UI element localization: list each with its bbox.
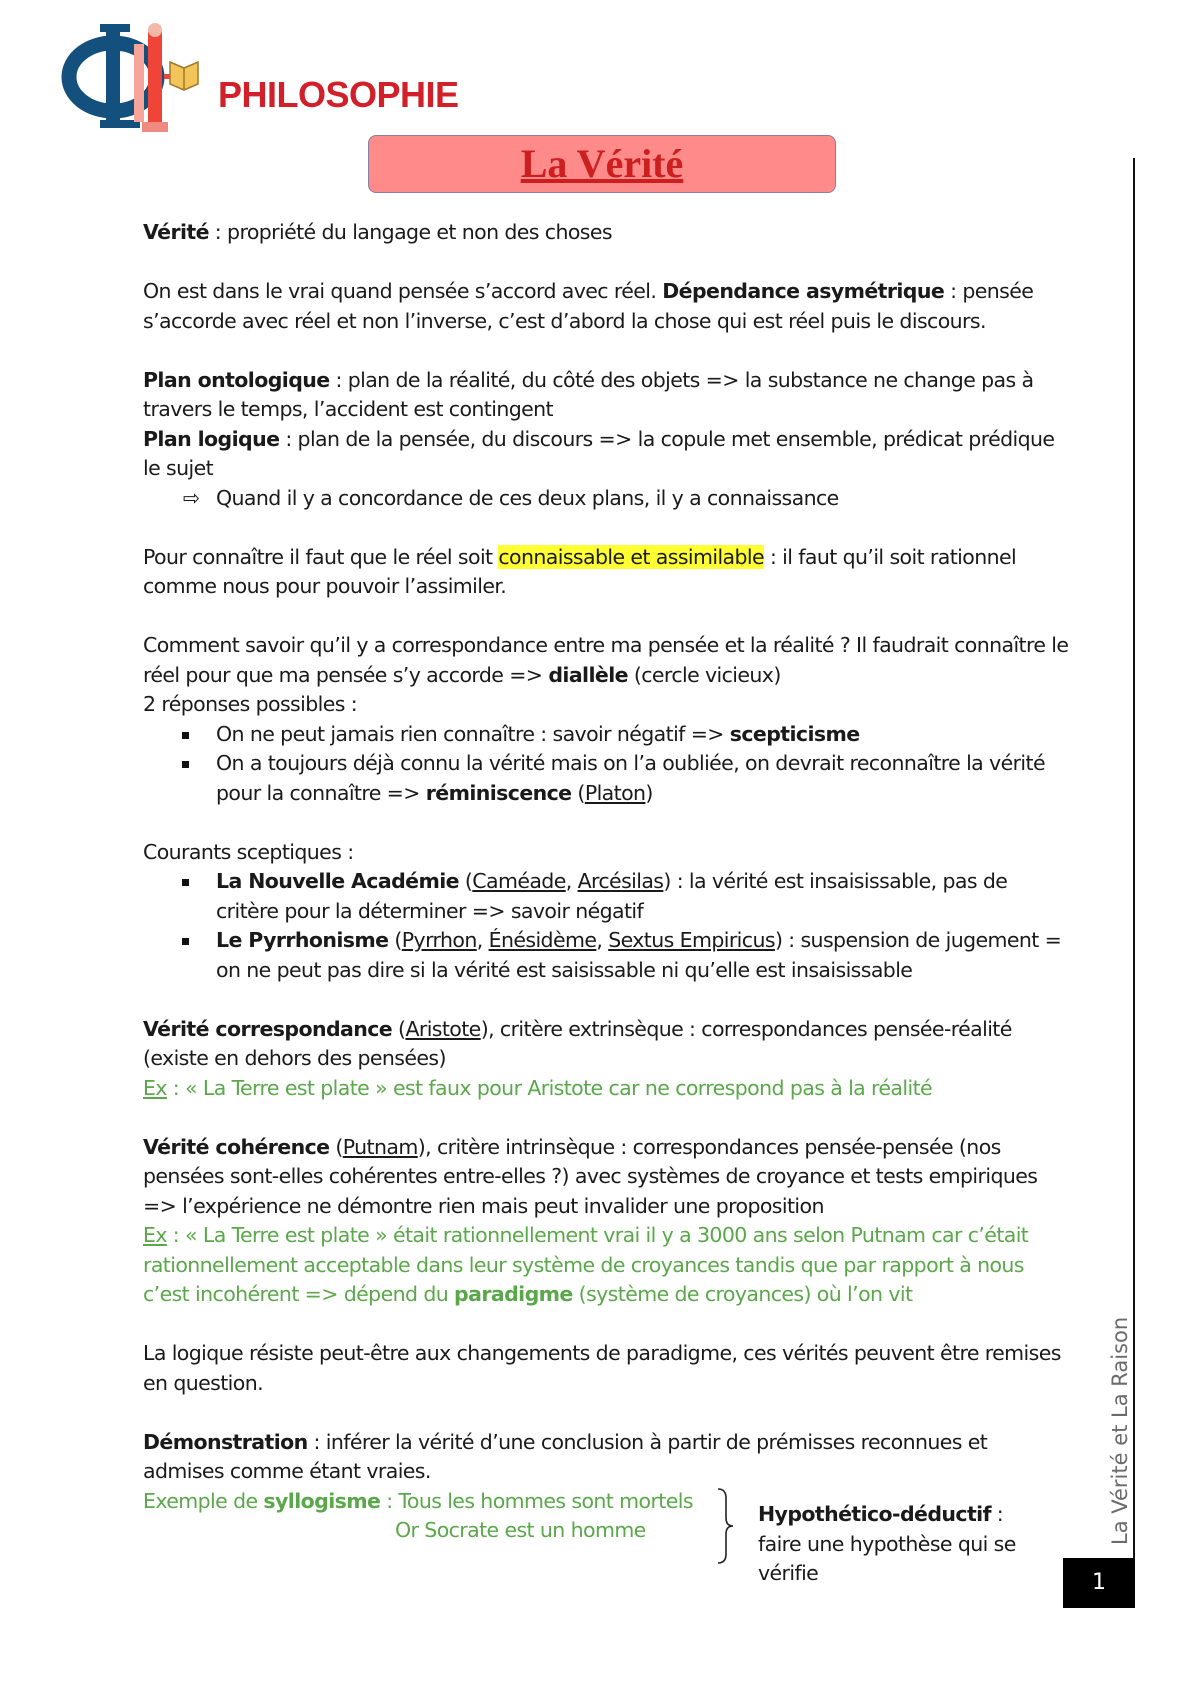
sidebar-label: La Vérité et La Raison	[1108, 1316, 1132, 1545]
main-content	[143, 218, 1073, 1546]
example-label: Ex	[143, 1075, 167, 1100]
term: paradigme	[454, 1282, 573, 1306]
text: Exemple de	[143, 1488, 264, 1513]
term: Hypothético-déductif	[758, 1502, 991, 1526]
page-number: 1	[1063, 1558, 1135, 1608]
text: Pour connaître il faut que le réel soit	[143, 544, 499, 569]
text: Or Socrate est un homme	[395, 1518, 646, 1542]
text: Comment savoir qu’il y a correspondance entre ma pensée et la réalité ? Il faudrait connaître le réel pour que ma pensée s’y accorde =>	[143, 633, 1069, 687]
term: Plan ontologique	[143, 367, 330, 392]
author-name: Énésidème	[488, 928, 597, 952]
text: (système de croyances) où l’on vit	[572, 1282, 913, 1306]
text: ,	[476, 928, 489, 952]
paragraph-plan-ontologique	[143, 366, 1073, 425]
right-brace-icon	[716, 1488, 734, 1564]
list-item	[216, 720, 1073, 750]
text: : pensée s’accorde avec réel et non l’inverse, c’est d’abord la chose qui est réel puis le discours.	[143, 279, 1034, 333]
arrow-icon: ⇨	[183, 485, 200, 510]
text: (	[458, 869, 473, 893]
brand-label: PHILOSOPHIE	[218, 74, 459, 115]
example-correspondance	[143, 1074, 1073, 1104]
hypothetico-deductif-note	[758, 1500, 1048, 1589]
paragraph-logique: La logique résiste peut-être aux changements de paradigme, ces vérités peuvent être remises en question.	[143, 1341, 1061, 1395]
text: (	[392, 1016, 406, 1041]
example-coherence	[143, 1221, 1073, 1310]
text: On est dans le vrai quand pensée s’accord avec réel.	[143, 279, 663, 303]
text: ) : la vérité est insaisissable, pas de critère pour la déterminer => savoir négatif	[216, 869, 1008, 923]
arrow-conclusion	[143, 484, 1073, 514]
author-name: Arcésilas	[577, 869, 664, 893]
text: : propriété du langage et non des choses	[208, 220, 612, 244]
title-box	[368, 135, 836, 193]
paragraph-connaitre	[143, 543, 1073, 602]
term: syllogisme	[263, 1488, 381, 1513]
author-name: Platon	[584, 780, 646, 805]
text: : faire une hypothèse qui se vérifie	[758, 1502, 1016, 1585]
author-name: Aristote	[405, 1016, 481, 1041]
page-title: La Vérité	[520, 141, 684, 186]
text: : plan de la pensée, du discours => la copule met ensemble, prédicat prédique le sujet	[143, 426, 1055, 480]
text: ), critère intrinsèque : correspondances pensée-pensée (nos pensées sont-elles cohérentes entre-elles ?) avec systèmes de croyance et tests empiriques => l’expérience ne démontre rien mais peut invalider une proposition	[143, 1134, 1038, 1218]
text: (	[571, 780, 585, 805]
author-name: Pyrrhon	[401, 928, 477, 952]
text: On a toujours déjà connu la vérité mais on l’a oubliée, on devrait reconnaître la vérité pour la connaître =>	[216, 751, 1045, 805]
term: Démonstration	[143, 1429, 308, 1454]
term: Dépendance asymétrique	[662, 279, 945, 303]
text: (	[329, 1134, 343, 1159]
text: On ne peut jamais rien connaître : savoir négatif =>	[216, 721, 730, 746]
text: )	[645, 780, 653, 805]
author-name: Putnam	[342, 1134, 418, 1159]
text: (cercle vicieux)	[627, 662, 781, 687]
term: La Nouvelle Académie	[216, 869, 459, 893]
courants-list	[143, 867, 1073, 985]
paragraph-verite-correspondance	[143, 1015, 1073, 1074]
text: : « La Terre est plate » était rationnellement vrai il y a 3000 ans selon Putnam car c’était rationnellement acceptable dans leur système de croyances tandis que par rapport à nous c’est incohérent => dépend du	[143, 1223, 1029, 1306]
reponses-list	[143, 720, 1073, 809]
text: ), critère extrinsèque : correspondances pensée-réalité (existe en dehors des pensées)	[143, 1016, 1012, 1070]
paragraph-accord	[143, 277, 1073, 336]
list-item	[216, 749, 1073, 808]
term: réminiscence	[425, 780, 572, 805]
paragraph-verite	[143, 218, 1073, 248]
term: Vérité	[143, 220, 209, 244]
list-item	[216, 926, 1073, 985]
term: scepticisme	[729, 721, 860, 746]
term: diallèle	[548, 662, 628, 687]
term: Vérité cohérence	[143, 1134, 330, 1159]
paragraph-correspondance	[143, 631, 1073, 690]
text: : inférer la vérité d’une conclusion à partir de prémisses reconnues et admises comme étant vraies.	[143, 1429, 988, 1483]
example-label: Ex	[143, 1223, 167, 1247]
paragraph-demonstration	[143, 1428, 1073, 1487]
text: (	[388, 928, 402, 952]
paragraph-reponses: 2 réponses possibles :	[143, 692, 358, 716]
text: : il faut qu’il soit rationnel comme nous pour pouvoir l’assimiler.	[143, 544, 1017, 598]
text: : « La Terre est plate » est faux pour Aristote car ne correspond pas à la réalité	[166, 1075, 933, 1100]
paragraph-courants: Courants sceptiques :	[143, 839, 354, 864]
term: Plan logique	[143, 426, 280, 451]
text: ,	[565, 869, 578, 893]
author-name: Caméade	[472, 869, 566, 893]
term: Le Pyrrhonisme	[216, 928, 389, 952]
text: : Tous les hommes sont mortels	[380, 1488, 693, 1513]
author-name: Sextus Empiricus	[608, 928, 775, 952]
philosophy-logo	[52, 22, 202, 140]
text: Quand il y a concordance de ces deux plans, il y a connaissance	[216, 485, 839, 510]
sidebar-divider	[1133, 158, 1135, 1558]
paragraph-plan-logique	[143, 425, 1073, 484]
paragraph-verite-coherence	[143, 1133, 1073, 1222]
text: ) : suspension de jugement = on ne peut pas dire si la vérité est saisissable ni qu’elle est insaisissable	[216, 928, 1062, 982]
list-item	[216, 867, 1073, 926]
text: ,	[596, 928, 609, 952]
text: : plan de la réalité, du côté des objets => la substance ne change pas à travers le temps, l’accident est contingent	[143, 367, 1034, 421]
term: Vérité correspondance	[143, 1016, 393, 1041]
highlighted-text: connaissable et assimilable	[498, 544, 765, 569]
